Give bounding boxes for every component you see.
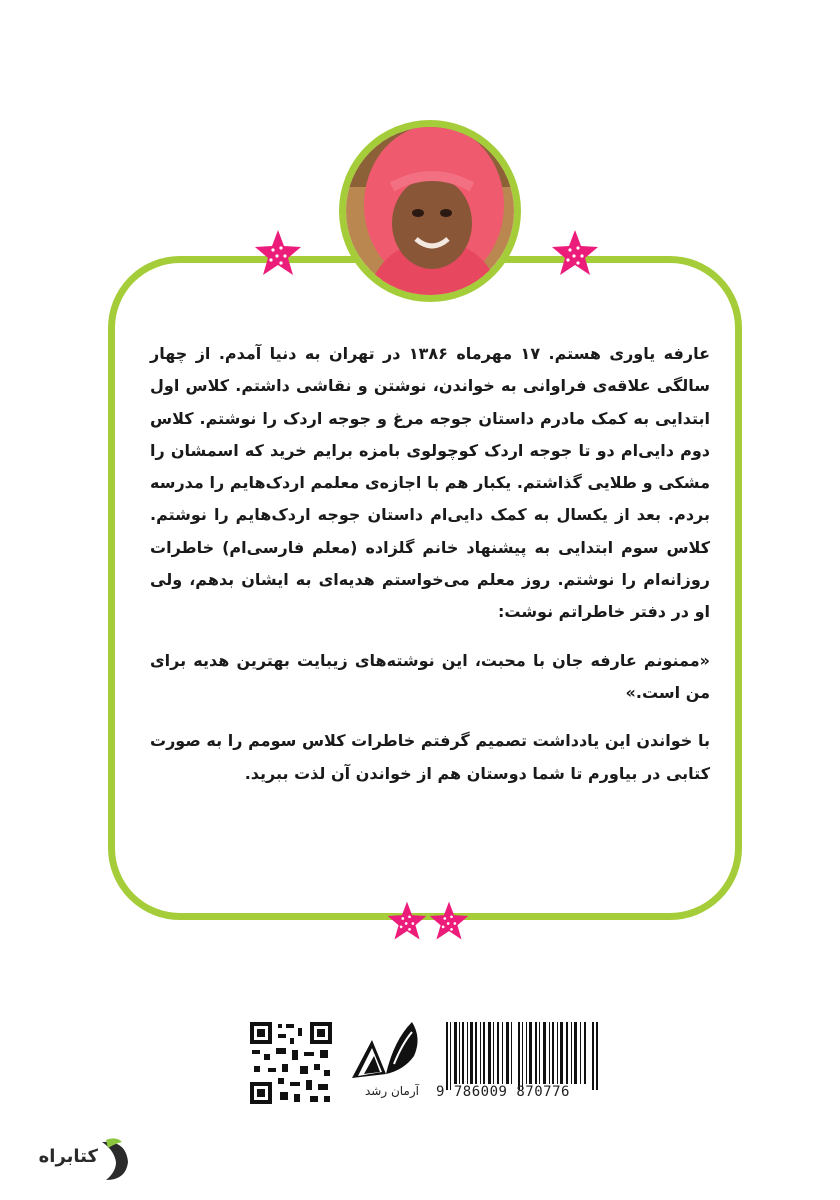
bio-paragraph: با خواندن این یادداشت تصمیم گرفتم خاطرات کلاس سومم را به صورت کتابی در بیاورم تا شما دوستان هم از خواندن آن لذت ببرید.	[150, 731, 710, 783]
star-icon	[253, 228, 303, 278]
bio-paragraph: عارفه یاوری هستم. ۱۷ مهرماه ۱۳۸۶ در تهران به دنیا آمدم. از چهار سالگی علاقه‌ی فراوانی به خواندن، نوشتن و نقاشی داشتم. کلاس اول ابتدایی به کمک مادرم داستان جوجه مرغ و جوجه اردک را نوشتم. کلاس دوم دایی‌ام دو تا جوجه اردک کوچولوی بامزه برایم خرید که اسمشان را مشکی و طلایی گذاشتم. یکبار هم با اجازه‌ی معلمم اردک‌هایم را مدرسه بردم. بعد از یکسال به کمک دایی‌ام داستان جوجه اردک‌هایم را نوشتم. کلاس سوم ابتدایی به پیشنهاد خانم گلزاده (معلم فارسی‌ام) خاطرات روزانه‌ام را نوشتم. روز معلم می‌خواستم هدیه‌ای به ایشان بدهم، ولی او در دفتر خاطراتم نوشت:	[150, 344, 711, 622]
star-icon	[386, 900, 428, 942]
isbn-number: 9 786009 870776	[436, 1084, 570, 1100]
ketabrah-brand-name: کتابراه	[38, 1146, 98, 1167]
star-icon	[428, 900, 470, 942]
star-icon	[550, 228, 600, 278]
isbn-barcode	[446, 1022, 598, 1090]
author-portrait-icon	[346, 127, 514, 295]
author-photo	[339, 120, 521, 302]
publisher-name: آرمان رشد	[365, 1084, 419, 1098]
bio-quote: «ممنونم عارفه جان با محبت، این نوشته‌های زیبایت بهترین هدیه برای من است.»	[150, 650, 710, 702]
qr-code-icon	[248, 1020, 334, 1106]
author-bio	[150, 338, 710, 806]
